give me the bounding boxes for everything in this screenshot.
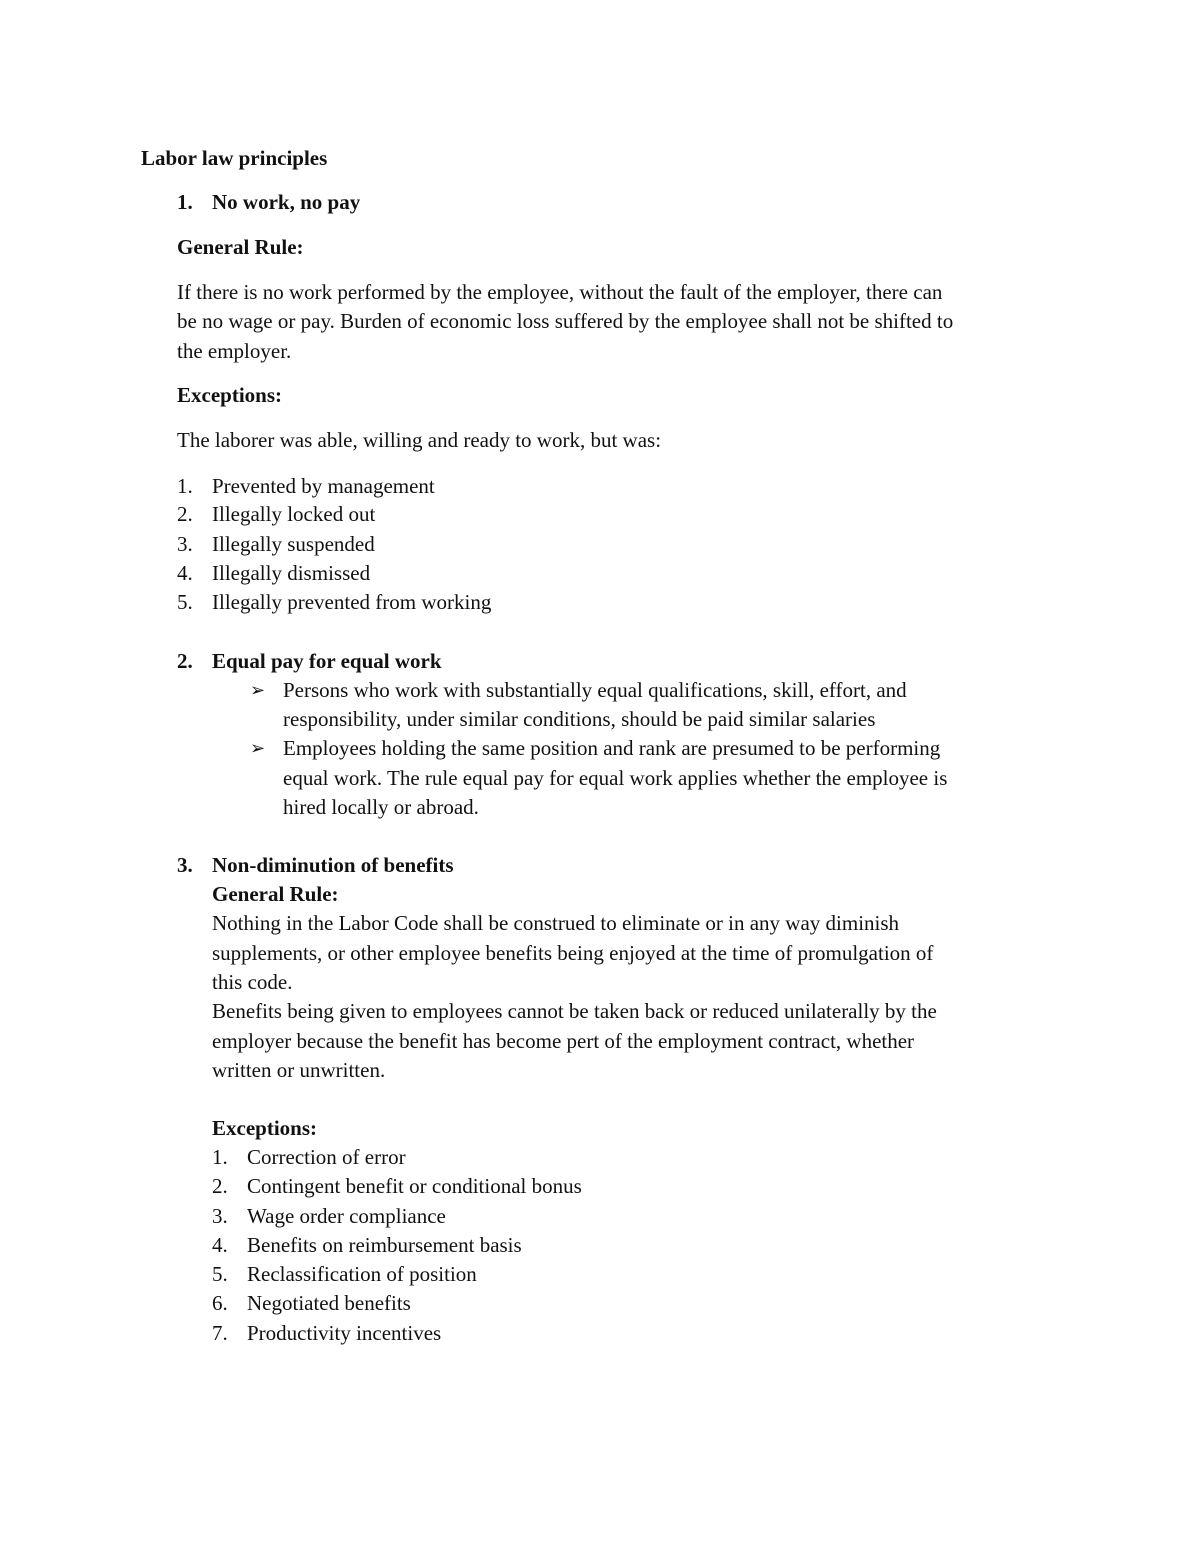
section-1-general-rule-line: If there is no work performed by the employee, without the fault of the employer, there can (177, 280, 943, 304)
section-3-body-line: employer because the benefit has become pert of the employment contract, whether (212, 1029, 915, 1053)
bullet-line: Employees holding the same position and rank are presumed to be performing (283, 736, 941, 760)
list-item-number: 1. (177, 474, 193, 498)
section-1-heading: No work, no pay (212, 190, 361, 214)
section-3-heading: Non-diminution of benefits (212, 853, 454, 877)
list-item: Benefits on reimbursement basis (247, 1233, 522, 1257)
list-item-number: 3. (177, 532, 193, 556)
list-item-number: 5. (177, 590, 193, 614)
arrow-bullet-icon: ➢ (250, 738, 266, 758)
list-item: Productivity incentives (247, 1321, 442, 1345)
bullet-line: hired locally or abroad. (283, 795, 479, 819)
section-1-general-rule-line: be no wage or pay. Burden of economic loss suffered by the employee shall not be shifted to (177, 309, 954, 333)
section-3-general-rule-label: General Rule: (212, 882, 339, 906)
section-3-body-line: Nothing in the Labor Code shall be construed to eliminate or in any way diminish (212, 911, 900, 935)
bullet-line: responsibility, under similar conditions, should be paid similar salaries (283, 707, 876, 731)
section-1-exceptions-intro: The laborer was able, willing and ready to work, but was: (177, 428, 662, 452)
section-3-body-line: supplements, or other employee benefits being enjoyed at the time of promulgation of (212, 941, 934, 965)
bullet-line: equal work. The rule equal pay for equal work applies whether the employee is (283, 766, 948, 790)
list-item: Illegally dismissed (212, 561, 371, 585)
list-item: Prevented by management (212, 474, 435, 498)
list-item-number: 4. (212, 1233, 228, 1257)
list-item: Wage order compliance (247, 1204, 446, 1228)
list-item: Contingent benefit or conditional bonus (247, 1174, 582, 1198)
list-item: Reclassification of position (247, 1262, 477, 1286)
section-1-general-rule-label: General Rule: (177, 235, 304, 259)
list-item: Negotiated benefits (247, 1291, 411, 1315)
section-1-general-rule-line: the employer. (177, 339, 292, 363)
list-item: Illegally suspended (212, 532, 375, 556)
list-item: Illegally locked out (212, 502, 376, 526)
list-item: Illegally prevented from working (212, 590, 492, 614)
document-title: Labor law principles (141, 146, 328, 170)
bullet-line: Persons who work with substantially equal qualifications, skill, effort, and (283, 678, 907, 702)
list-item-number: 5. (212, 1262, 228, 1286)
section-3-body-line: this code. (212, 970, 293, 994)
section-3-exceptions-label: Exceptions: (212, 1116, 317, 1140)
section-1-number: 1. (177, 190, 193, 214)
list-item-number: 2. (212, 1174, 228, 1198)
list-item-number: 3. (212, 1204, 228, 1228)
arrow-bullet-icon: ➢ (250, 680, 266, 700)
list-item-number: 1. (212, 1145, 228, 1169)
list-item-number: 4. (177, 561, 193, 585)
list-item-number: 6. (212, 1291, 228, 1315)
list-item: Correction of error (247, 1145, 406, 1169)
section-3-number: 3. (177, 853, 193, 877)
list-item-number: 2. (177, 502, 193, 526)
section-1-exceptions-label: Exceptions: (177, 383, 282, 407)
section-3-body-line: written or unwritten. (212, 1058, 386, 1082)
list-item-number: 7. (212, 1321, 228, 1345)
section-2-number: 2. (177, 649, 193, 673)
section-3-body-line: Benefits being given to employees cannot be taken back or reduced unilaterally by the (212, 999, 937, 1023)
section-2-heading: Equal pay for equal work (212, 649, 442, 673)
